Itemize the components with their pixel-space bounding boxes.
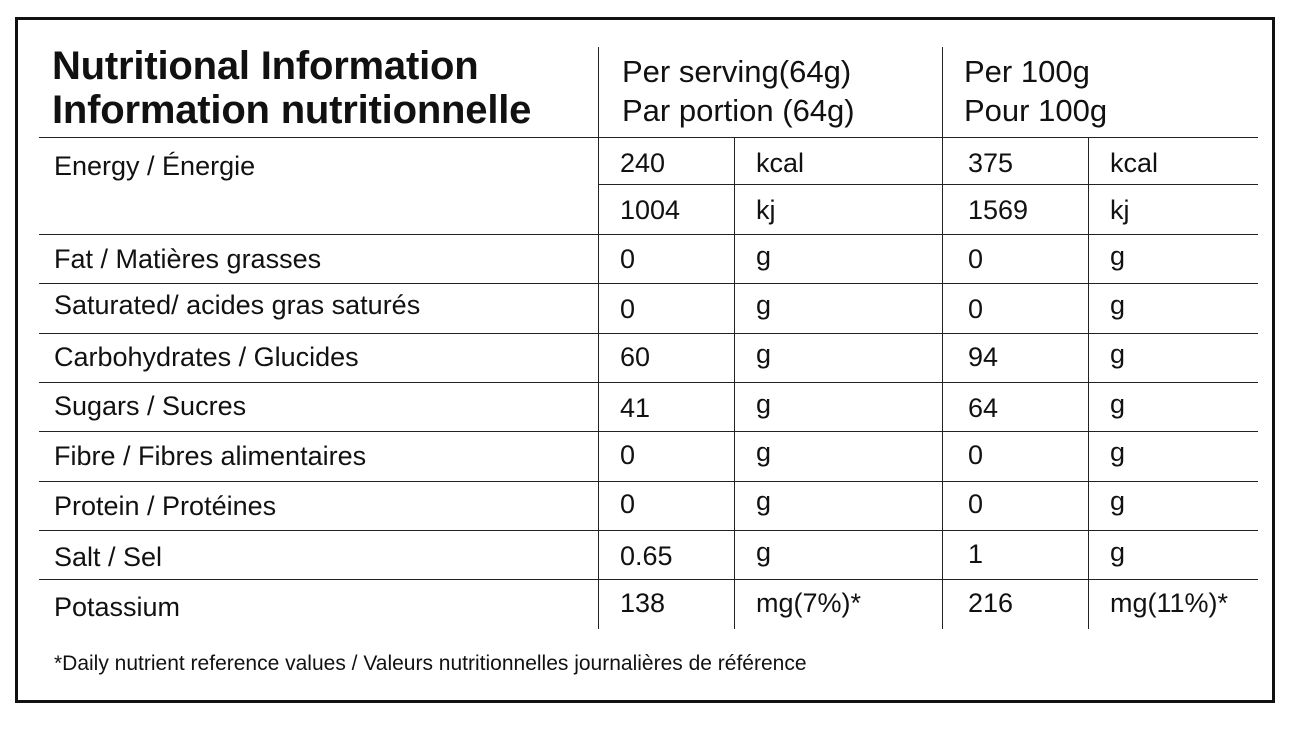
serving-unit: g: [756, 290, 772, 320]
serving-unit: mg(7%)*: [756, 588, 862, 618]
serving-value: 0.65: [620, 541, 673, 571]
serving-value: 0: [620, 244, 636, 274]
row-label-sugars: Sugars / Sucres: [54, 391, 247, 421]
per100-unit: g: [1110, 339, 1126, 369]
row-label-protein: Protein / Protéines: [54, 491, 277, 521]
serving-unit: g: [756, 241, 772, 271]
serving-value: 60: [620, 342, 651, 372]
divider-label-serving: [598, 47, 599, 629]
per100-value: 1: [968, 539, 984, 569]
per100-unit: g: [1110, 290, 1126, 320]
per100-unit: mg(11%)*: [1110, 588, 1229, 618]
per100-value: 0: [968, 489, 984, 519]
title-french: Information nutritionnelle: [52, 88, 532, 132]
row-rule: [39, 481, 1258, 482]
serving-value: 0: [620, 294, 636, 324]
serving-unit: kcal: [756, 148, 805, 178]
per100-unit: kcal: [1110, 148, 1159, 178]
per100-value: 375: [968, 148, 1014, 178]
serving-unit: g: [756, 437, 772, 467]
row-rule: [39, 530, 1258, 531]
row-rule: [39, 579, 1258, 580]
per100-value: 1569: [968, 195, 1029, 225]
serving-header-fr: Par portion (64g): [622, 93, 855, 128]
row-label-salt: Salt / Sel: [54, 542, 163, 572]
per100-value: 94: [968, 342, 999, 372]
row-label-fibre: Fibre / Fibres alimentaires: [54, 441, 367, 471]
per100-unit: kj: [1110, 195, 1130, 225]
footnote: *Daily nutrient reference values / Valeurs nutritionnelles journalières de référence: [54, 652, 807, 675]
row-label-carbohydrates: Carbohydrates / Glucides: [54, 342, 359, 372]
row-rule: [39, 382, 1258, 383]
per100-unit: g: [1110, 389, 1126, 419]
serving-value: 138: [620, 588, 666, 618]
row-label-saturated: Saturated/ acides gras saturés: [54, 290, 421, 320]
divider-serving-per100: [942, 47, 943, 629]
per100-value: 0: [968, 440, 984, 470]
energy-split-rule: [599, 184, 1258, 185]
row-rule: [39, 431, 1258, 432]
serving-unit: g: [756, 537, 772, 567]
serving-value: 240: [620, 148, 666, 178]
serving-unit: g: [756, 486, 772, 516]
per100-header-fr: Pour 100g: [964, 93, 1108, 128]
per100-unit: g: [1110, 537, 1126, 567]
per100-value: 0: [968, 294, 984, 324]
serving-value: 0: [620, 489, 636, 519]
row-label-energy: Energy / Énergie: [54, 151, 256, 181]
row-label-potassium: Potassium: [54, 592, 181, 622]
serving-unit: g: [756, 339, 772, 369]
serving-unit: kj: [756, 195, 776, 225]
per100-value: 0: [968, 244, 984, 274]
per100-value: 216: [968, 588, 1014, 618]
serving-value: 41: [620, 393, 651, 423]
header-rule: [39, 137, 1258, 138]
per100-unit: g: [1110, 437, 1126, 467]
row-rule: [39, 283, 1258, 284]
row-rule: [39, 333, 1258, 334]
divider-serving-unit: [734, 138, 735, 629]
serving-unit: g: [756, 389, 772, 419]
per100-unit: g: [1110, 486, 1126, 516]
row-rule: [39, 234, 1258, 235]
per100-header-en: Per 100g: [964, 54, 1090, 89]
row-label-fat: Fat / Matières grasses: [54, 244, 322, 274]
serving-header-en: Per serving(64g): [622, 54, 852, 89]
serving-value: 1004: [620, 195, 681, 225]
per100-value: 64: [968, 393, 999, 423]
title-english: Nutritional Information: [52, 44, 479, 88]
serving-value: 0: [620, 440, 636, 470]
per100-unit: g: [1110, 241, 1126, 271]
divider-per100-unit: [1088, 138, 1089, 629]
